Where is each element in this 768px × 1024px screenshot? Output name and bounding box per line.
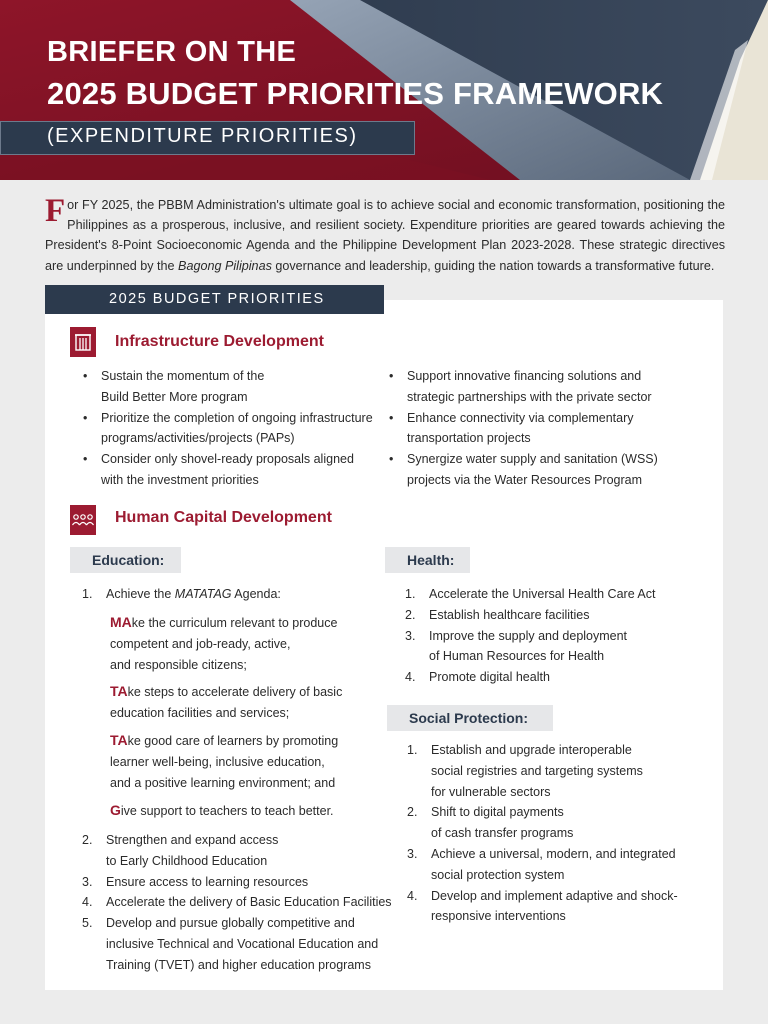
list-item: 1. Achieve the MATATAG Agenda: (82, 587, 281, 601)
list-item (82, 872, 392, 893)
subtitle: (EXPENDITURE PRIORITIES) (47, 125, 358, 147)
item-number: 1. (405, 587, 416, 601)
list-item (407, 740, 707, 802)
list-item (405, 584, 705, 605)
list-item (407, 844, 707, 886)
matatag-text: ive support to teachers to teach better. (120, 804, 334, 818)
item-number: 4. (407, 888, 418, 903)
item-text: Improve the supply and deployment of Human Resources for Health (429, 628, 628, 664)
item-text: Establish and upgrade interoperable social registries and targeting systems for vulnerable sectors (431, 743, 643, 799)
item-number: 2. (82, 833, 93, 847)
item-number: 4. (405, 670, 416, 685)
header-banner (0, 0, 768, 180)
infrastructure-list-right (384, 366, 684, 491)
bullet-item: • Sustain the momentum of the Build Better More program (78, 366, 378, 408)
health-list (405, 584, 705, 688)
social-protection-list (407, 740, 707, 927)
list-item (82, 830, 392, 872)
item-number: 4. (82, 895, 93, 910)
title-line-2: 2025 BUDGET PRIORITIES FRAMEWORK (47, 76, 664, 111)
bullet-item: • Consider only shovel-ready proposals aligned with the investment priorities (78, 449, 378, 491)
infrastructure-list-left (78, 366, 378, 491)
human-capital-title: Human Capital Development (115, 509, 332, 526)
intro-paragraph (45, 195, 725, 276)
item-text: Achieve a universal, modern, and integrated social protection system (431, 846, 676, 882)
list-item (82, 892, 392, 913)
health-header: Health: (385, 547, 470, 573)
matatag-item (110, 800, 334, 822)
infrastructure-title: Infrastructure Development (115, 333, 324, 350)
bullet-item: • Support innovative financing solutions and strategic partnerships with the private sector (384, 366, 684, 408)
item-number: 5. (82, 916, 93, 931)
list-item (407, 802, 707, 844)
matatag-cap: TA (110, 683, 128, 699)
intro-italic: Bagong Pilipinas (178, 258, 272, 273)
item-number: 3. (82, 874, 93, 889)
matatag-item (110, 612, 337, 675)
education-list (82, 830, 392, 976)
list-item (405, 626, 705, 668)
item-number: 2. (407, 805, 418, 820)
item-number: 3. (405, 628, 416, 643)
item-text: Accelerate the delivery of Basic Education Facilities (106, 895, 392, 910)
matatag-item (110, 681, 342, 724)
intro-text-b: governance and leadership, guiding the nation towards a transformative future. (271, 258, 715, 273)
item-text: Develop and pursue globally competitive and inclusive Technical and Vocational Education and Training (TVET) and higher education programs (106, 916, 379, 972)
bullet-item: • Prioritize the completion of ongoing infrastructure programs/activities/projects (PAPs) (78, 408, 378, 450)
education-header: Education: (70, 547, 181, 573)
item-text: Shift to digital payments of cash transfer programs (431, 805, 574, 841)
item-number: 1. (407, 743, 418, 757)
list-item (82, 913, 392, 975)
social-protection-header: Social Protection: (387, 705, 553, 731)
item-number: 2. (405, 607, 416, 622)
matatag-cap: TA (110, 732, 128, 748)
item-number: 3. (407, 846, 418, 861)
matatag-italic: MATATAG (174, 587, 232, 601)
item-text: Agenda: (231, 587, 281, 601)
intro-text-a: or FY 2025, the PBBM Administration's ultimate goal is to achieve social and economic transformation, positioning the Philippines as a prosperous, inclusive, and resilient society. Expenditure priorities are geared towards achieving the President's 8-Point Socioeconomic Agenda and the Philippine Development Plan 2023-2028. These strategic directives are underpinned by the (45, 198, 725, 273)
item-text: Strengthen and expand access to Early Childhood Education (106, 833, 279, 868)
education-item-1 (82, 584, 382, 605)
item-text: Accelerate the Universal Health Care Act (429, 587, 656, 601)
drop-cap: F (45, 193, 66, 229)
item-text: Develop and implement adaptive and shock- responsive interventions (431, 888, 678, 924)
list-item (405, 667, 705, 688)
matatag-text: ke good care of learners by promoting learner well-being, inclusive education, and a positive learning environment; and (110, 734, 339, 790)
item-text: Achieve the (106, 587, 175, 601)
priorities-banner: 2025 BUDGET PRIORITIES (45, 285, 384, 314)
people-icon (70, 505, 96, 535)
bullet-item: • Enhance connectivity via complementary transportation projects (384, 408, 684, 450)
item-text: Ensure access to learning resources (106, 874, 309, 889)
list-item (405, 605, 705, 626)
building-icon (70, 327, 96, 357)
title-line-1: BRIEFER ON THE (47, 36, 297, 68)
matatag-cap: G (110, 802, 121, 818)
bullet-item: • Synergize water supply and sanitation (WSS) projects via the Water Resources Program (384, 449, 684, 491)
matatag-text: ke steps to accelerate delivery of basic education facilities and services; (110, 685, 343, 720)
matatag-item (110, 730, 338, 793)
matatag-text: ke the curriculum relevant to produce competent and job-ready, active, and responsible citizens; (110, 616, 338, 672)
list-item (407, 886, 707, 928)
matatag-cap: MA (110, 614, 132, 630)
item-text: Promote digital health (429, 670, 550, 685)
item-text: Establish healthcare facilities (429, 607, 590, 622)
